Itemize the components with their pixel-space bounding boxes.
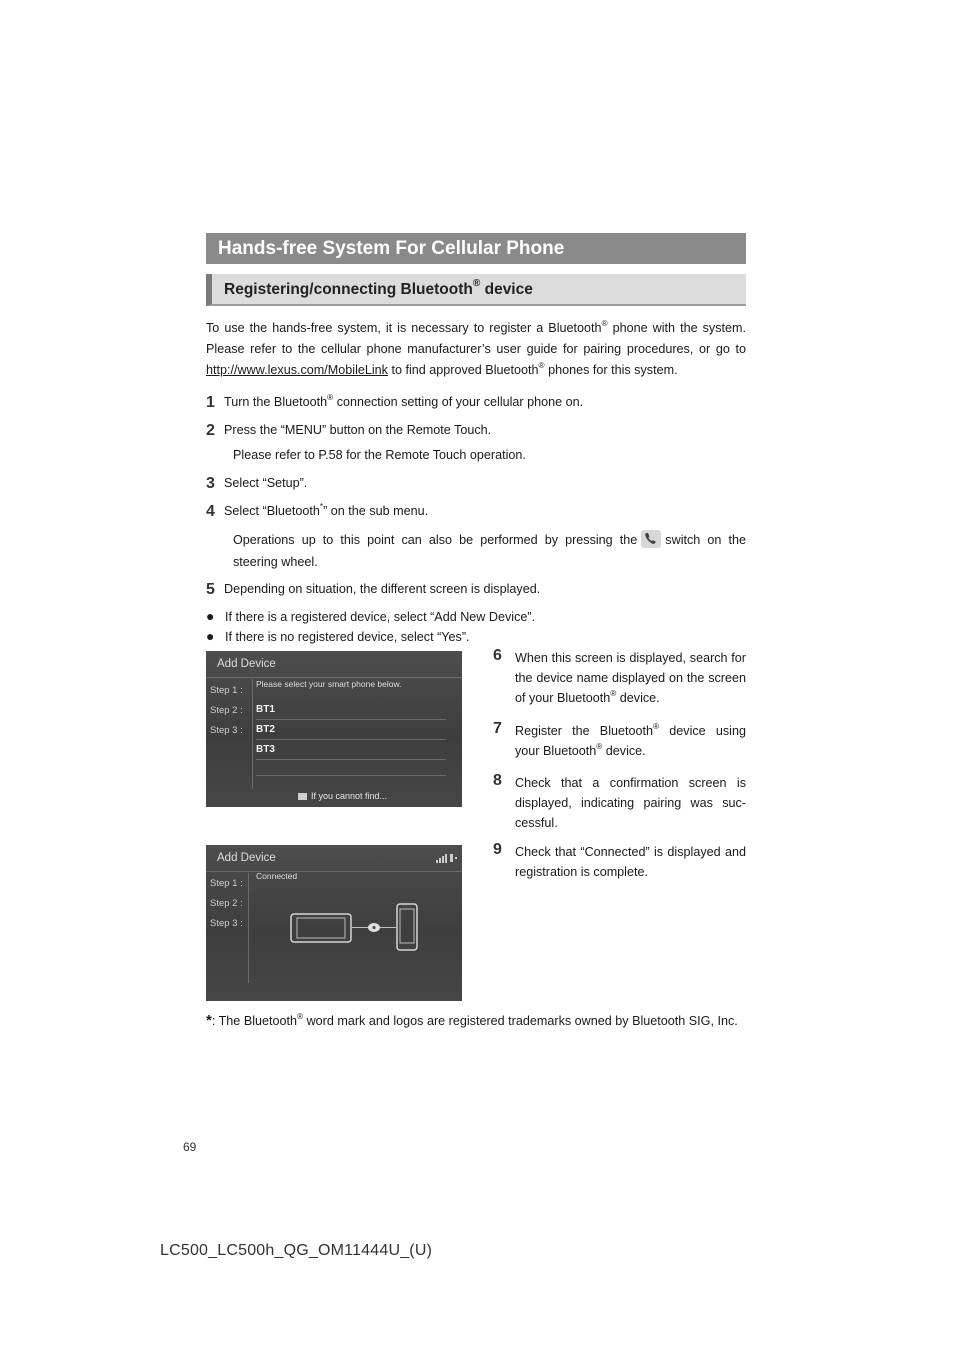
step-number: 9 xyxy=(493,841,502,858)
cannot-find-label: If you cannot find... xyxy=(311,791,388,801)
bullet-no-registered-device: ● If there is no registered device, select “Yes”. xyxy=(206,628,470,644)
step-number: 5 xyxy=(206,581,215,598)
step-9: 9 Check that “Connected” is displayed and registration is complete. xyxy=(493,841,746,879)
document-code: LC500_LC500h_QG_OM11444U_(U) xyxy=(160,1242,433,1259)
step-2: 2 Press the “MENU” button on the Remote Touch. xyxy=(206,422,492,439)
step-divider xyxy=(252,679,253,789)
section-title: Hands-free System For Cellular Phone xyxy=(218,238,565,259)
step-number: 2 xyxy=(206,422,215,439)
step-label: Step 1 : xyxy=(210,878,243,889)
step-label: Step 2 : xyxy=(210,705,243,716)
step-divider xyxy=(248,873,249,983)
step-4-note: Operations up to this point can also be performed by pressing the switch on the steering wheel. xyxy=(233,529,746,573)
step-label: Step 1 : xyxy=(210,685,243,696)
list-divider xyxy=(256,719,446,720)
title-divider xyxy=(206,677,462,678)
bullet-icon: ● xyxy=(206,608,215,624)
bullet-registered-device: ● If there is a registered device, select “Add New Device”. xyxy=(206,608,536,624)
step-5: 5 Depending on situation, the different screen is displayed. xyxy=(206,581,541,598)
info-icon xyxy=(298,793,307,800)
step-7: 7 Register the Bluetooth® device using your Bluetooth® device. xyxy=(493,720,746,758)
step-number: 8 xyxy=(493,772,502,789)
title-divider xyxy=(206,871,462,872)
step-1: 1 Turn the Bluetooth® connection setting of your cellular phone on. xyxy=(206,392,584,411)
subsection-title-bar xyxy=(206,274,746,306)
list-divider xyxy=(256,775,446,776)
device-bt3[interactable]: BT3 xyxy=(256,744,275,755)
step-label: Step 3 : xyxy=(210,918,243,929)
select-prompt: Please select your smart phone below. xyxy=(256,679,402,689)
step-number: 7 xyxy=(493,720,502,737)
screen-title: Add Device xyxy=(217,852,276,864)
smartphone-icon xyxy=(396,903,418,954)
phone-switch-icon xyxy=(641,530,661,548)
section-title-bar xyxy=(206,233,746,264)
page-number: 69 xyxy=(183,1140,197,1154)
step-2-note: Please refer to P.58 for the Remote Touch operation. xyxy=(233,448,526,462)
list-divider xyxy=(256,739,446,740)
list-divider xyxy=(256,759,446,760)
footnote-mark: * xyxy=(206,1012,212,1029)
step-6: 6 When this screen is displayed, search for the device name displayed on the screen of your Bluetooth® device. xyxy=(493,647,746,705)
device-bt1[interactable]: BT1 xyxy=(256,704,275,715)
intro-paragraph: To use the hands-free system, it is necessary to register a Bluetooth® phone with the system. Please refer to the cellular phone manufacturer’s user guide for pairing procedures, or go to http://www.lexus.com/MobileLink to find approved Bluetooth® phones for this system. xyxy=(206,318,746,377)
subsection-title: Registering/connecting Bluetooth® device xyxy=(224,278,533,298)
step-8: 8 Check that a confirmation screen is displayed, indicating pairing was suc- cessful. xyxy=(493,772,746,830)
step-number: 6 xyxy=(493,647,502,664)
device-bt2[interactable]: BT2 xyxy=(256,724,275,735)
step-number: 1 xyxy=(206,394,215,411)
mobilelink-url[interactable]: http://www.lexus.com/MobileLink xyxy=(206,363,388,377)
connected-status: Connected xyxy=(256,871,298,881)
bullet-icon: ● xyxy=(206,628,215,644)
step-number: 4 xyxy=(206,503,215,520)
add-device-screen-1 xyxy=(206,651,462,807)
step-3: 3 Select “Setup”. xyxy=(206,475,308,492)
step-4: 4 Select “Bluetooth*” on the sub menu. xyxy=(206,501,429,520)
cannot-find-button[interactable] xyxy=(298,791,387,802)
step-label: Step 3 : xyxy=(210,725,243,736)
add-device-screen-2 xyxy=(206,845,462,1001)
bluetooth-link-icon xyxy=(367,922,381,936)
footnote: *: The Bluetooth® word mark and logos are registered trademarks owned by Bluetooth SIG, Inc. xyxy=(206,1011,738,1029)
step-label: Step 2 : xyxy=(210,898,243,909)
signal-icon xyxy=(436,853,458,866)
screen-title: Add Device xyxy=(217,658,276,670)
step-number: 3 xyxy=(206,475,215,492)
car-display-icon xyxy=(290,913,352,946)
